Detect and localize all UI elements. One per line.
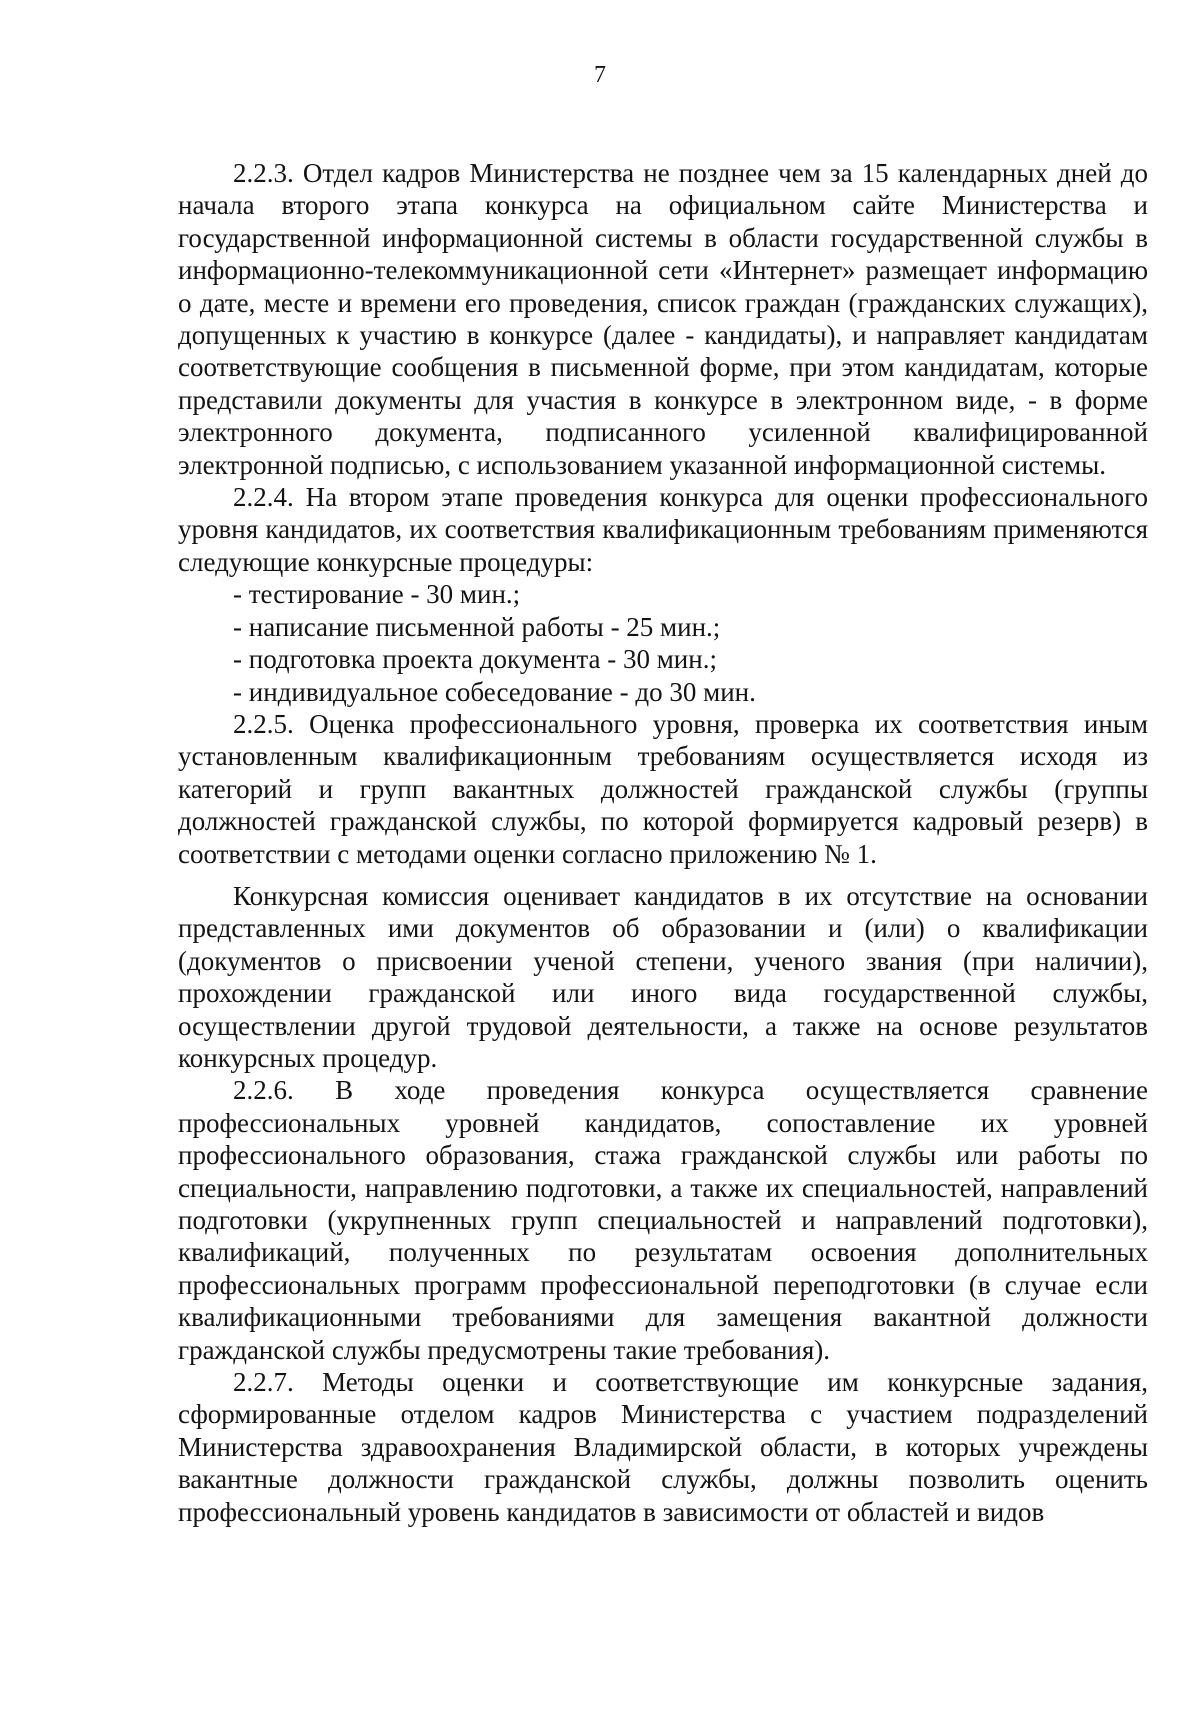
paragraph-2-2-6: 2.2.6. В ходе проведения конкурса осуществляется сравнение профессиональных уровней кандидатов, сопоставление их уровней профессионального образования, стажа гражданской службы или работы по специальности, направлению подготовки, а также их специальностей, направлений подготовки (укрупненных групп специальностей и направлений подготовки), квалификаций, полученных по результатам освоения дополнительных профессиональных программ профессиональной переподготовки (в случае если квалификационными требованиями для замещения вакантной должности гражданской службы предусмотрены такие требования). bbox=[178, 1075, 1148, 1365]
paragraph-2-2-5: 2.2.5. Оценка профессионального уровня, проверка их соответствия иным установленным квалификационным требованиям осуществляется исходя из категорий и групп вакантных должностей гражданской службы (группы должностей гражданской службы, по которой формируется кадровый резерв) в соответствии с методами оценки согласно приложению № 1. bbox=[178, 708, 1148, 869]
procedures-list bbox=[178, 578, 1148, 708]
list-item: - подготовка проекта документа - 30 мин.; bbox=[233, 644, 717, 675]
document-body bbox=[178, 157, 1148, 1528]
paragraph-2-2-7: 2.2.7. Методы оценки и соответствующие им конкурсные задания, сформированные отделом кадров Министерства с участием подразделений Министерства здравоохранения Владимирской области, в которых учреждены вакантные должности гражданской службы, должны позволить оценить профессиональный уровень кандидатов в зависимости от областей и видов bbox=[178, 1367, 1148, 1527]
page-number: 7 bbox=[594, 62, 606, 88]
list-item: - написание письменной работы - 25 мин.; bbox=[233, 611, 721, 642]
list-item: - тестирование - 30 мин.; bbox=[233, 579, 521, 610]
paragraph-commission: Конкурсная комиссия оценивает кандидатов в их отсутствие на основании представленных ими документов об образовании и (или) о квалификации (документов о присвоении ученой степени, ученого звания (при наличии), прохождении гражданской или иного вида государственной службы, осуществлении другой трудовой деятельности, а также на основе результатов конкурсных процедур. bbox=[178, 880, 1148, 1073]
list-item: - индивидуальное собеседование - до 30 мин. bbox=[233, 676, 756, 707]
paragraph-2-2-4: 2.2.4. На втором этапе проведения конкурса для оценки профессионального уровня кандидатов, их соответствия квалификационным требованиям применяются следующие конкурсные процедуры: bbox=[178, 482, 1148, 577]
paragraph-2-2-3: 2.2.3. Отдел кадров Министерства не позднее чем за 15 календарных дней до начала второго этапа конкурса на официальном сайте Министерства и государственной информационной системы в области государственной службы в информационно-телекоммуникационной сети «Интернет» размещает информацию о дате, месте и времени его проведения, список граждан (гражданских служащих), допущенных к участию в конкурсе (далее - кандидаты), и направляет кандидатам соответствующие сообщения в письменной форме, при этом кандидатам, которые представили документы для участия в конкурсе в электронном виде, - в форме электронного документа, подписанного усиленной квалифицированной электронной подписью, с использованием указанной информационной системы. bbox=[178, 158, 1148, 480]
